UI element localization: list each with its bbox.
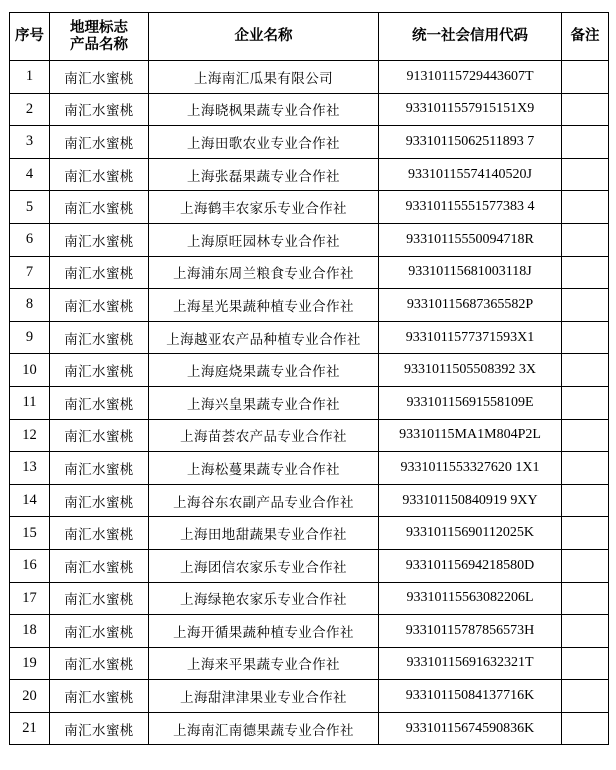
table-row [10,223,609,256]
cell-credit-code: 93310115551577383 4 [379,191,562,224]
cell-company-name: 上海原旺园林专业合作社 [149,223,379,256]
table-row [10,647,609,680]
cell-company-name: 上海田地甜蔬果专业合作社 [149,517,379,550]
cell-gi-product: 南汇水蜜桃 [50,354,149,387]
cell-gi-product: 南汇水蜜桃 [50,321,149,354]
header-company-name: 企业名称 [149,13,379,61]
cell-gi-product: 南汇水蜜桃 [50,256,149,289]
cell-company-name: 上海开循果蔬种植专业合作社 [149,615,379,648]
cell-company-name: 上海绿艳农家乐专业合作社 [149,582,379,615]
header-gi-product-name [50,13,149,61]
cell-seq: 7 [10,256,50,289]
cell-remark [562,354,609,387]
cell-seq: 20 [10,680,50,713]
table-row [10,93,609,126]
cell-company-name: 上海甜津津果业专业合作社 [149,680,379,713]
cell-seq: 11 [10,386,50,419]
table-row [10,321,609,354]
cell-seq: 12 [10,419,50,452]
cell-seq: 15 [10,517,50,550]
cell-remark [562,61,609,94]
cell-credit-code: 93310115574140520J [379,158,562,191]
table-row [10,484,609,517]
cell-seq: 14 [10,484,50,517]
header-seq: 序号 [10,13,50,61]
cell-company-name: 上海苗荟农产品专业合作社 [149,419,379,452]
cell-seq: 10 [10,354,50,387]
table-row [10,582,609,615]
cell-credit-code: 93310115062511893 7 [379,126,562,159]
table-row [10,386,609,419]
cell-remark [562,452,609,485]
cell-seq: 4 [10,158,50,191]
cell-remark [562,484,609,517]
cell-gi-product: 南汇水蜜桃 [50,517,149,550]
cell-credit-code: 93310115787856573H [379,615,562,648]
cell-seq: 5 [10,191,50,224]
cell-gi-product: 南汇水蜜桃 [50,615,149,648]
cell-company-name: 上海谷东农副产品专业合作社 [149,484,379,517]
table-row [10,712,609,745]
cell-gi-product: 南汇水蜜桃 [50,158,149,191]
cell-company-name: 上海南汇瓜果有限公司 [149,61,379,94]
cell-remark [562,615,609,648]
cell-seq: 21 [10,712,50,745]
cell-remark [562,582,609,615]
cell-remark [562,712,609,745]
cell-credit-code: 93310115563082206L [379,582,562,615]
cell-remark [562,223,609,256]
cell-remark [562,191,609,224]
cell-company-name: 上海来平果蔬专业合作社 [149,647,379,680]
cell-seq: 1 [10,61,50,94]
cell-credit-code: 93310115694218580D [379,549,562,582]
cell-company-name: 上海张磊果蔬专业合作社 [149,158,379,191]
cell-credit-code: 9331011505508392 3X [379,354,562,387]
table-row [10,126,609,159]
cell-gi-product: 南汇水蜜桃 [50,680,149,713]
cell-remark [562,386,609,419]
table-row [10,419,609,452]
cell-remark [562,289,609,322]
cell-seq: 19 [10,647,50,680]
cell-gi-product: 南汇水蜜桃 [50,647,149,680]
cell-credit-code: 9331011577371593X1 [379,321,562,354]
cell-seq: 17 [10,582,50,615]
table-row [10,549,609,582]
cell-company-name: 上海团信农家乐专业合作社 [149,549,379,582]
cell-seq: 6 [10,223,50,256]
table-row [10,354,609,387]
table-row [10,452,609,485]
cell-company-name: 上海田歌农业专业合作社 [149,126,379,159]
cell-company-name: 上海鹤丰农家乐专业合作社 [149,191,379,224]
cell-company-name: 上海浦东周兰粮食专业合作社 [149,256,379,289]
cell-credit-code: 93310115691632321T [379,647,562,680]
cell-seq: 2 [10,93,50,126]
cell-remark [562,158,609,191]
cell-credit-code: 93310115681003118J [379,256,562,289]
table-row [10,517,609,550]
cell-seq: 3 [10,126,50,159]
cell-seq: 18 [10,615,50,648]
header-credit-code: 统一社会信用代码 [379,13,562,61]
cell-credit-code: 9331011557915151X9 [379,93,562,126]
cell-credit-code: 93310115674590836K [379,712,562,745]
header-row [10,13,609,61]
cell-credit-code: 93310115MA1M804P2L [379,419,562,452]
enterprise-table [9,12,609,745]
cell-gi-product: 南汇水蜜桃 [50,712,149,745]
cell-credit-code: 93310115690112025K [379,517,562,550]
cell-remark [562,517,609,550]
cell-remark [562,93,609,126]
table-row [10,191,609,224]
cell-remark [562,680,609,713]
cell-company-name: 上海星光果蔬种植专业合作社 [149,289,379,322]
cell-company-name: 上海南汇南德果蔬专业合作社 [149,712,379,745]
table-body [10,61,609,745]
table-header [10,13,609,61]
cell-credit-code: 9331011553327620 1X1 [379,452,562,485]
cell-seq: 9 [10,321,50,354]
table-row [10,289,609,322]
cell-gi-product: 南汇水蜜桃 [50,93,149,126]
header-gi-line2: 产品名称 [70,36,128,53]
cell-gi-product: 南汇水蜜桃 [50,452,149,485]
cell-gi-product: 南汇水蜜桃 [50,484,149,517]
table-row [10,615,609,648]
cell-credit-code: 933101150840919 9XY [379,484,562,517]
cell-gi-product: 南汇水蜜桃 [50,61,149,94]
cell-remark [562,256,609,289]
cell-credit-code: 93310115691558109E [379,386,562,419]
cell-seq: 8 [10,289,50,322]
cell-company-name: 上海越亚农产品种植专业合作社 [149,321,379,354]
table-row [10,158,609,191]
cell-remark [562,549,609,582]
cell-company-name: 上海晓枫果蔬专业合作社 [149,93,379,126]
table-row [10,256,609,289]
cell-gi-product: 南汇水蜜桃 [50,419,149,452]
cell-gi-product: 南汇水蜜桃 [50,191,149,224]
header-gi-line1: 地理标志 [70,19,128,36]
cell-seq: 13 [10,452,50,485]
cell-gi-product: 南汇水蜜桃 [50,223,149,256]
cell-credit-code: 91310115729443607T [379,61,562,94]
table-row [10,680,609,713]
cell-company-name: 上海庭烧果蔬专业合作社 [149,354,379,387]
cell-gi-product: 南汇水蜜桃 [50,549,149,582]
cell-remark [562,126,609,159]
cell-gi-product: 南汇水蜜桃 [50,289,149,322]
cell-company-name: 上海松蔓果蔬专业合作社 [149,452,379,485]
cell-gi-product: 南汇水蜜桃 [50,582,149,615]
cell-remark [562,321,609,354]
cell-remark [562,647,609,680]
cell-credit-code: 93310115550094718R [379,223,562,256]
cell-company-name: 上海兴皇果蔬专业合作社 [149,386,379,419]
cell-remark [562,419,609,452]
cell-seq: 16 [10,549,50,582]
header-remark: 备注 [562,13,609,61]
cell-gi-product: 南汇水蜜桃 [50,126,149,159]
table-row [10,61,609,94]
cell-gi-product: 南汇水蜜桃 [50,386,149,419]
cell-credit-code: 93310115687365582P [379,289,562,322]
cell-credit-code: 93310115084137716K [379,680,562,713]
